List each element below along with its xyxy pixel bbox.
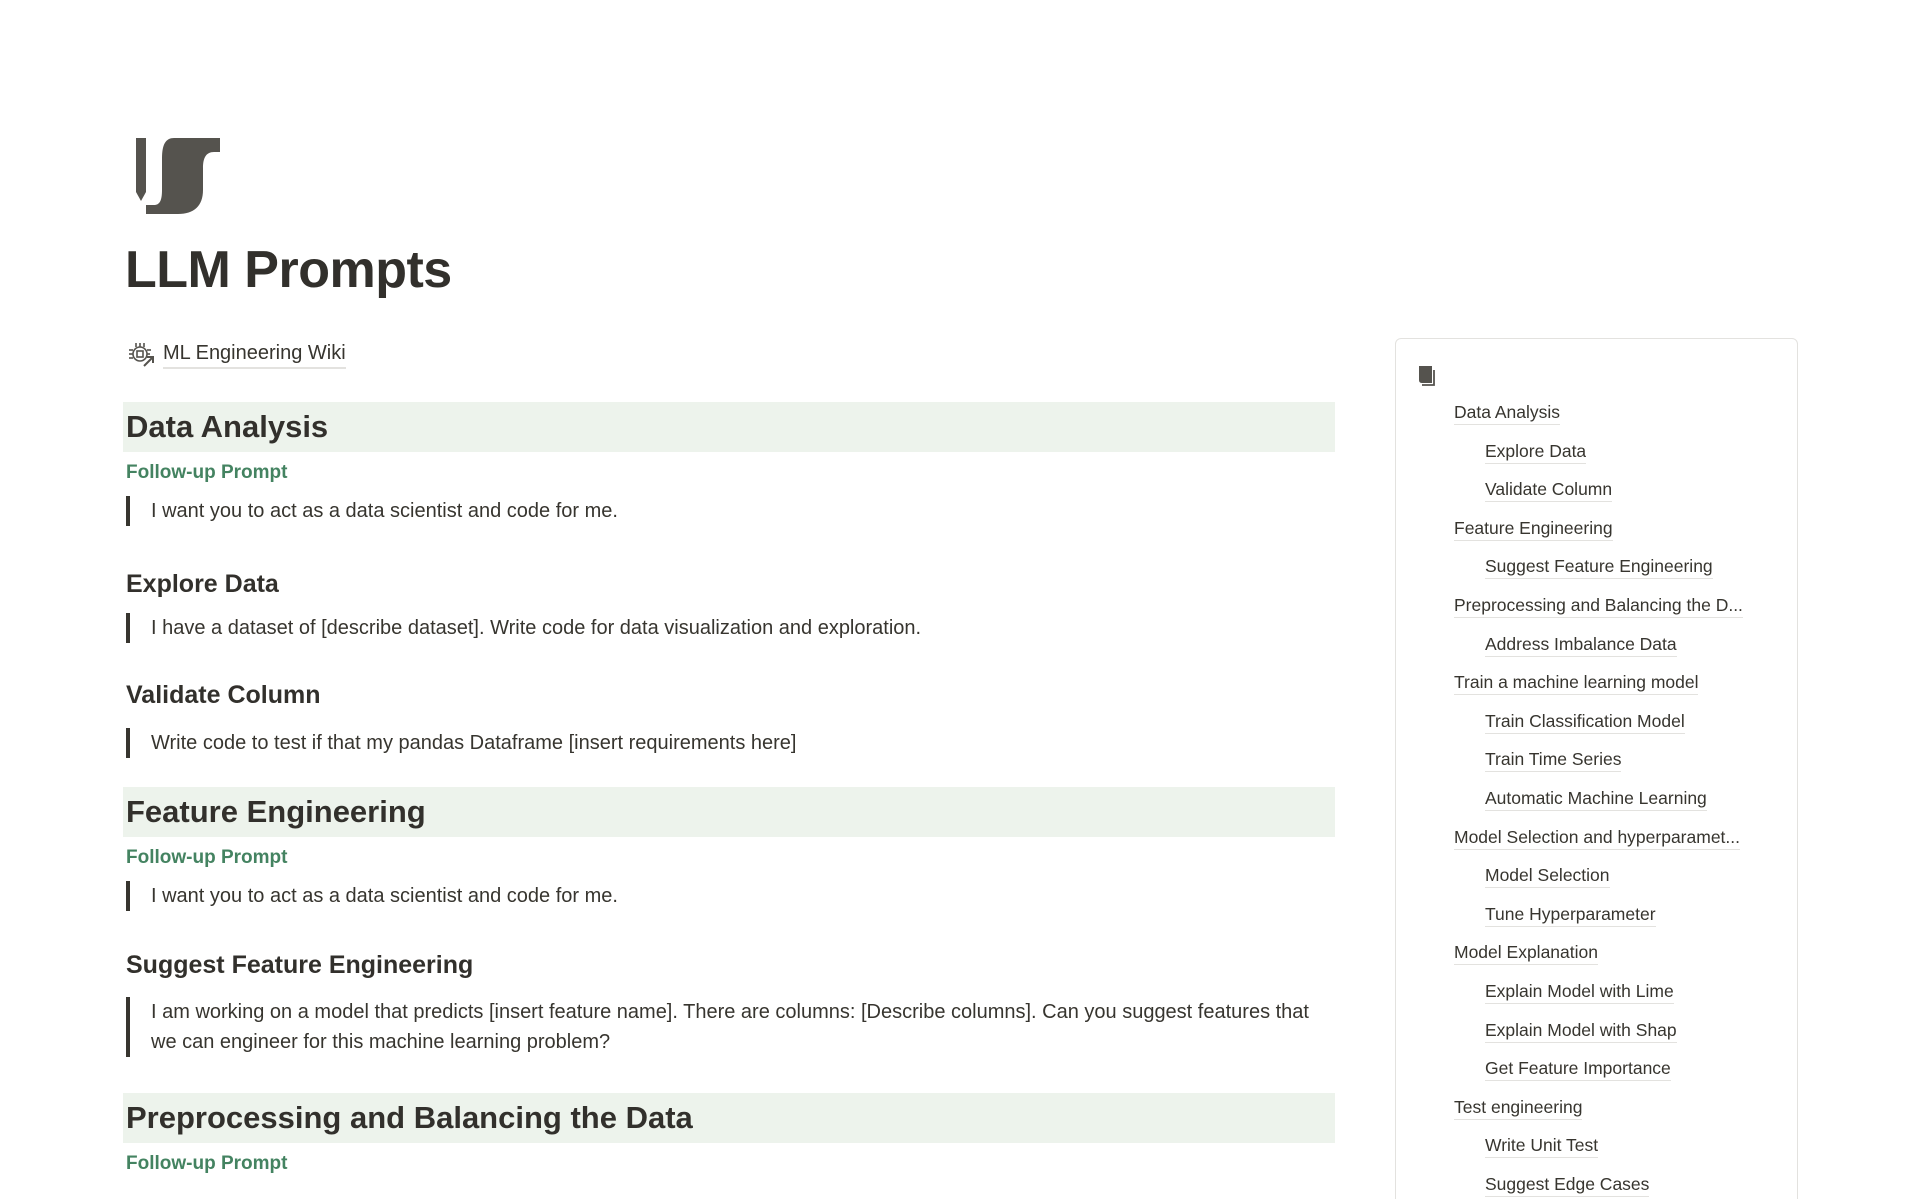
scroll-icon[interactable] <box>134 134 224 216</box>
toc-item-write-unit-test[interactable]: Write Unit Test <box>1454 1134 1777 1173</box>
toc-item-feature-engineering[interactable]: Feature Engineering <box>1454 517 1777 556</box>
toc-item-address-imbalance-data[interactable]: Address Imbalance Data <box>1454 633 1777 672</box>
follow-up-label: Follow-up Prompt <box>126 1153 288 1174</box>
toc-item-test-engineering[interactable]: Test engineering <box>1454 1096 1777 1135</box>
toc-item-preprocessing[interactable]: Preprocessing and Balancing the D... <box>1454 594 1777 633</box>
toc-item-validate-column[interactable]: Validate Column <box>1454 478 1777 517</box>
prompt-quote-validate-column[interactable]: Write code to test if that my pandas Dataframe [insert requirements here] <box>126 728 1335 758</box>
page-title: LLM Prompts <box>125 241 452 299</box>
prompt-quote-suggest-feature-engineering[interactable]: I am working on a model that predicts [insert feature name]. There are columns: [Describe columns]. Can you suggest features that we can engineer for this machine learning problem? <box>126 997 1335 1057</box>
prompt-quote-explore-data[interactable]: I have a dataset of [describe dataset]. Write code for data visualization and exploration. <box>126 613 1335 643</box>
follow-up-quote[interactable]: I want you to act as a data scientist and code for me. <box>126 496 1335 526</box>
toc-item-explain-shap[interactable]: Explain Model with Shap <box>1454 1019 1777 1058</box>
page-content <box>123 402 1335 1175</box>
toc-item-suggest-edge-cases[interactable]: Suggest Edge Cases <box>1454 1173 1777 1199</box>
toc-item-model-selection[interactable]: Model Selection <box>1454 864 1777 903</box>
breadcrumb-label[interactable]: ML Engineering Wiki <box>163 340 346 369</box>
toc-item-train-model[interactable]: Train a machine learning model <box>1454 671 1777 710</box>
toc-item-suggest-feature-engineering[interactable]: Suggest Feature Engineering <box>1454 555 1777 594</box>
table-of-contents <box>1395 338 1798 1199</box>
toc-item-data-analysis[interactable]: Data Analysis <box>1454 401 1777 440</box>
heading-suggest-feature-engineering: Suggest Feature Engineering <box>126 951 474 979</box>
heading-preprocessing-and-balancing: Preprocessing and Balancing the Data <box>123 1093 1335 1143</box>
follow-up-quote[interactable]: I want you to act as a data scientist and code for me. <box>126 881 1335 911</box>
toc-item-model-explanation[interactable]: Model Explanation <box>1454 941 1777 980</box>
table-of-contents-icon <box>1416 364 1438 388</box>
follow-up-label: Follow-up Prompt <box>126 462 288 483</box>
heading-explore-data: Explore Data <box>126 570 279 598</box>
heading-feature-engineering: Feature Engineering <box>123 787 1335 837</box>
toc-item-feature-importance[interactable]: Get Feature Importance <box>1454 1057 1777 1096</box>
toc-item-automatic-machine-learning[interactable]: Automatic Machine Learning <box>1454 787 1777 826</box>
toc-item-train-classification-model[interactable]: Train Classification Model <box>1454 710 1777 749</box>
toc-list <box>1454 401 1777 1199</box>
parent-page-link[interactable] <box>127 340 346 369</box>
ml-gear-network-icon <box>127 341 155 369</box>
toc-item-model-selection-hyperparameter[interactable]: Model Selection and hyperparamet... <box>1454 826 1777 865</box>
heading-data-analysis: Data Analysis <box>123 402 1335 452</box>
follow-up-label: Follow-up Prompt <box>126 847 288 868</box>
heading-validate-column: Validate Column <box>126 681 321 709</box>
toc-item-train-time-series[interactable]: Train Time Series <box>1454 748 1777 787</box>
toc-item-tune-hyperparameter[interactable]: Tune Hyperparameter <box>1454 903 1777 942</box>
toc-item-explain-lime[interactable]: Explain Model with Lime <box>1454 980 1777 1019</box>
toc-item-explore-data[interactable]: Explore Data <box>1454 440 1777 479</box>
